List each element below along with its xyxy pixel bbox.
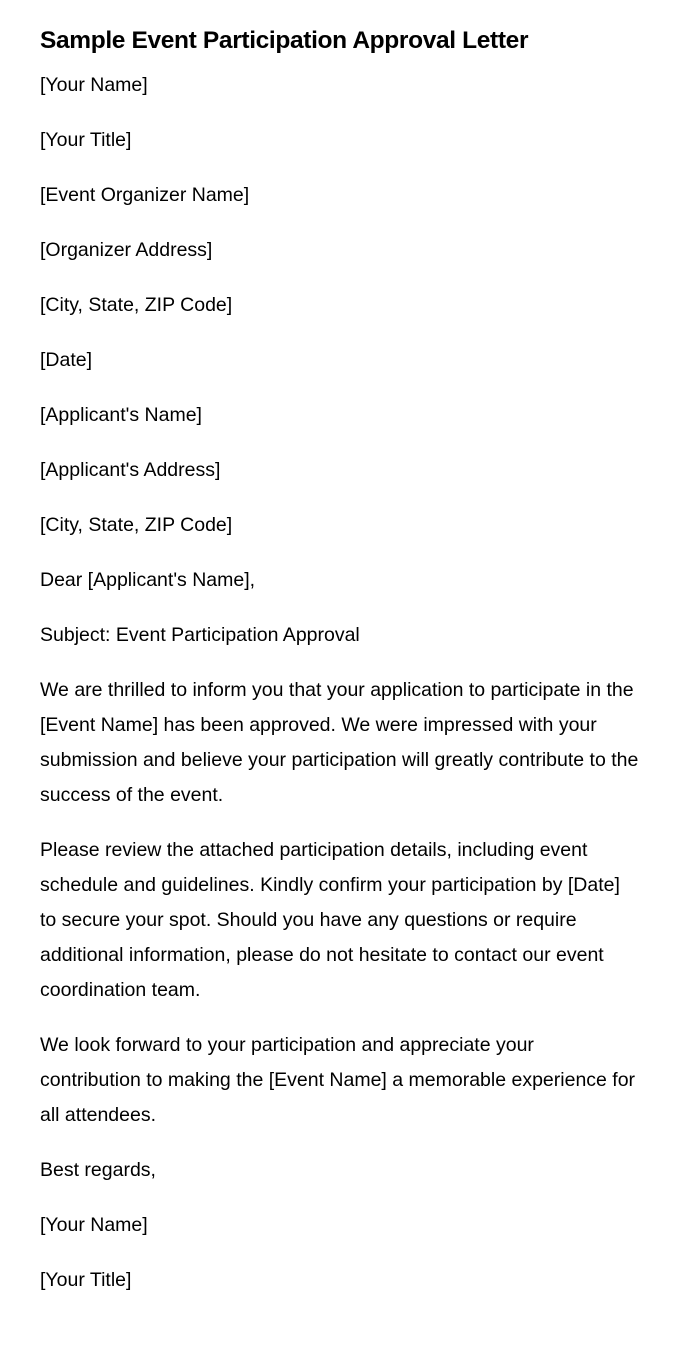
body-paragraph: We are thrilled to inform you that your application to participate in the [Event Name] has been approved. We were impressed with your submission and believe your participation will greatly contribute to the success of the event.: [40, 679, 639, 806]
subject-line: Subject: Event Participation Approval: [40, 624, 360, 646]
organizer-address: [Organizer Address]: [40, 239, 213, 261]
salutation: Dear [Applicant's Name],: [40, 569, 256, 591]
closing: Best regards,: [40, 1159, 156, 1181]
document-title: Sample Event Participation Approval Letter: [40, 27, 529, 54]
sender-name: [Your Name]: [40, 74, 148, 96]
signature-title: [Your Title]: [40, 1269, 132, 1291]
body-paragraph: We look forward to your participation and appreciate your contribution to making the [Event Name] a memorable experience for all attendees.: [40, 1034, 636, 1126]
organizer-city-state-zip: [City, State, ZIP Code]: [40, 294, 233, 316]
recipient-address: [Applicant's Address]: [40, 459, 221, 481]
recipient-name: [Applicant's Name]: [40, 404, 202, 426]
body-paragraph: Please review the attached participation details, including event schedule and guidelines. Kindly confirm your participation by [Date] to secure your spot. Should you have any questions or require additional information, please do not hesitate to contact our event coordination team.: [40, 839, 620, 1001]
signature-name: [Your Name]: [40, 1214, 148, 1236]
letter-page: [40, 24, 640, 1298]
sender-title: [Your Title]: [40, 129, 132, 151]
organizer-name: [Event Organizer Name]: [40, 184, 250, 206]
letter-date: [Date]: [40, 349, 93, 371]
recipient-city-state-zip: [City, State, ZIP Code]: [40, 514, 233, 536]
